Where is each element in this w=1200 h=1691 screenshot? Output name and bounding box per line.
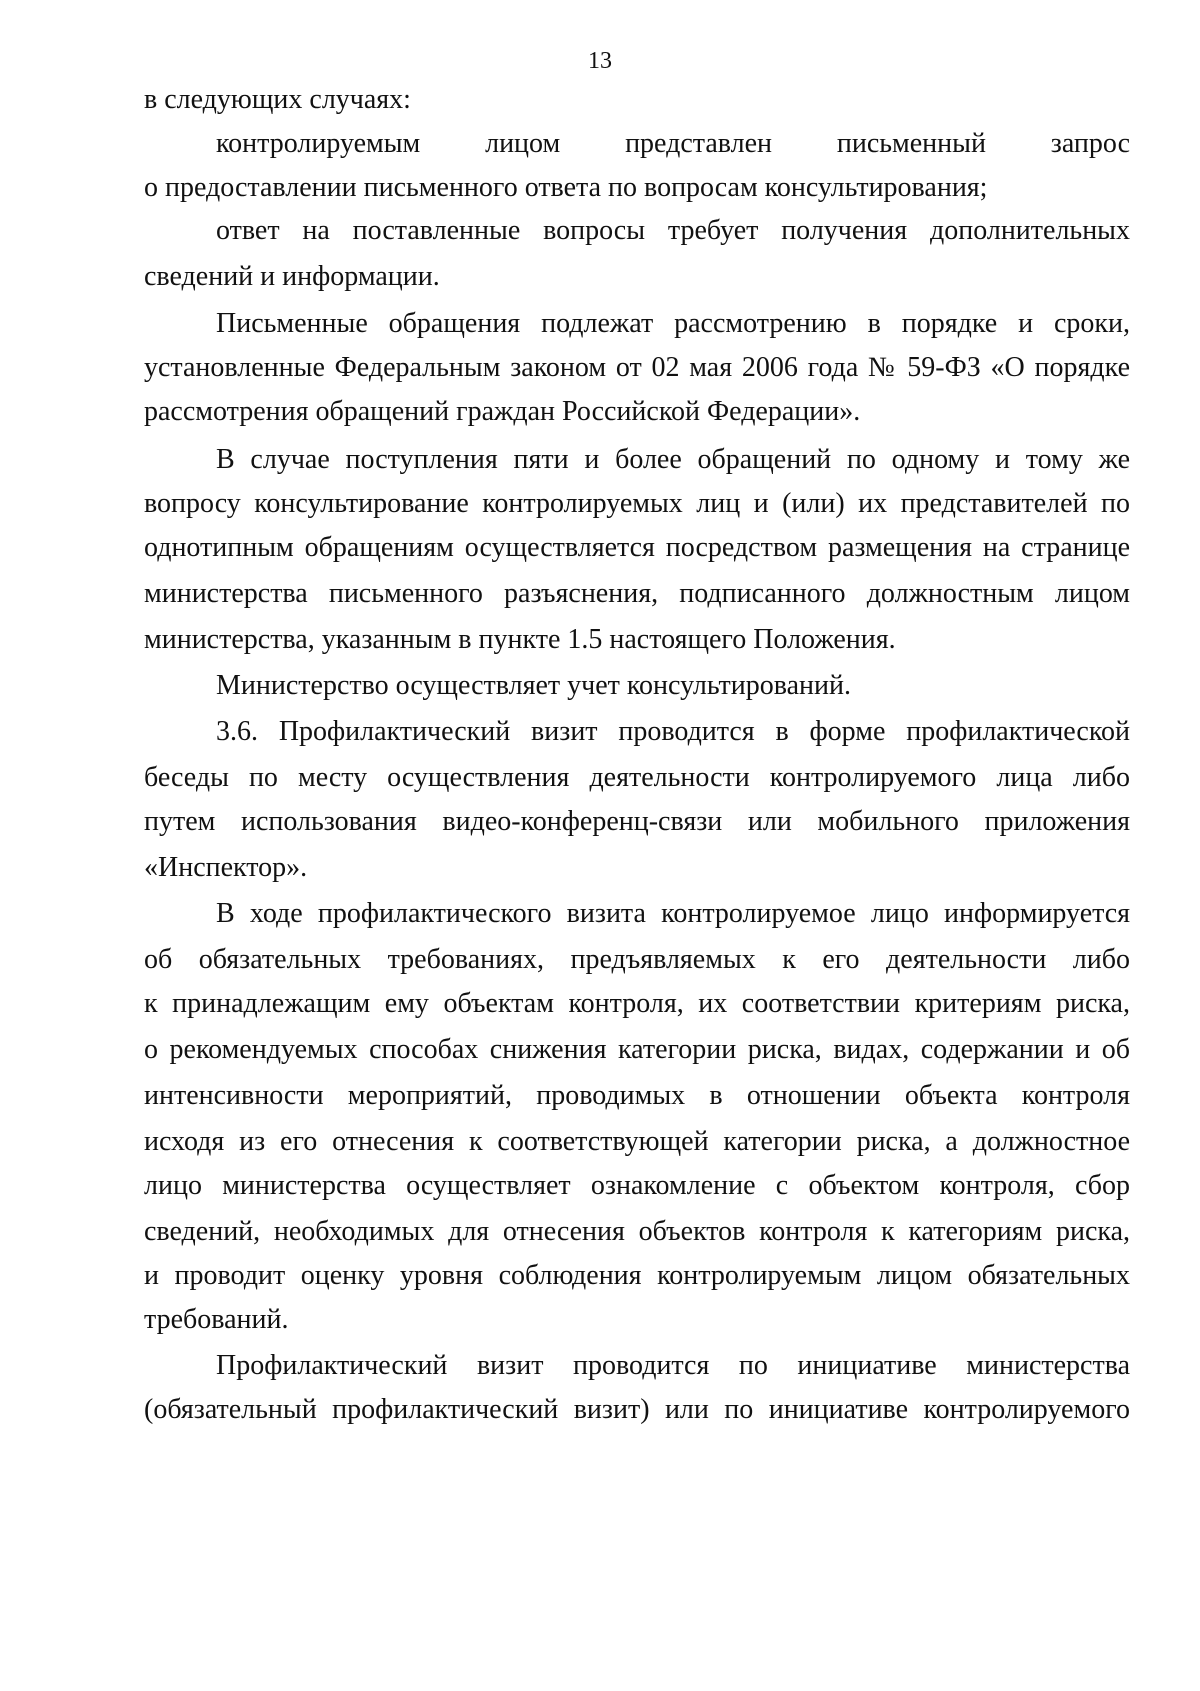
text-line: контролируемым лицом представлен письменный запрос bbox=[216, 128, 1130, 159]
text-line: министерства, указанным в пункте 1.5 настоящего Положения. bbox=[144, 624, 896, 655]
page-number: 13 bbox=[588, 48, 612, 74]
text-line: Министерство осуществляет учет консультирований. bbox=[216, 670, 851, 701]
text-line: исходя из его отнесения к соответствующей категории риска, а должностное bbox=[144, 1126, 1130, 1157]
text-line: и проводит оценку уровня соблюдения контролируемым лицом обязательных bbox=[144, 1260, 1130, 1291]
text-line: к принадлежащим ему объектам контроля, их соответствии критериям риска, bbox=[144, 988, 1130, 1019]
text-line: лицо министерства осуществляет ознакомление с объектом контроля, сбор bbox=[144, 1170, 1130, 1201]
text-line: однотипным обращениям осуществляется посредством размещения на странице bbox=[144, 532, 1130, 563]
text-line: 3.6. Профилактический визит проводится в форме профилактической bbox=[216, 716, 1130, 747]
text-line: о рекомендуемых способах снижения категории риска, видах, содержании и об bbox=[144, 1034, 1130, 1065]
text-line: требований. bbox=[144, 1304, 289, 1335]
text-line: установленные Федеральным законом от 02 мая 2006 года № 59-ФЗ «О порядке bbox=[144, 352, 1130, 383]
text-line: ответ на поставленные вопросы требует получения дополнительных bbox=[216, 215, 1130, 246]
text-line: беседы по месту осуществления деятельности контролируемого лица либо bbox=[144, 762, 1130, 793]
text-line: сведений, необходимых для отнесения объектов контроля к категориям риска, bbox=[144, 1216, 1130, 1247]
text-line: (обязательный профилактический визит) или по инициативе контролируемого bbox=[144, 1394, 1130, 1425]
text-line: «Инспектор». bbox=[144, 852, 308, 883]
text-line: Профилактический визит проводится по инициативе министерства bbox=[216, 1350, 1130, 1381]
text-line: вопросу консультирование контролируемых лиц и (или) их представителей по bbox=[144, 488, 1130, 519]
text-line: В ходе профилактического визита контролируемое лицо информируется bbox=[216, 898, 1130, 929]
text-line: сведений и информации. bbox=[144, 261, 440, 292]
text-line: министерства письменного разъяснения, подписанного должностным лицом bbox=[144, 578, 1130, 609]
text-line: интенсивности мероприятий, проводимых в отношении объекта контроля bbox=[144, 1080, 1130, 1111]
text-line: о предоставлении письменного ответа по вопросам консультирования; bbox=[144, 172, 988, 203]
text-line: в следующих случаях: bbox=[144, 84, 411, 115]
text-line: В случае поступления пяти и более обращений по одному и тому же bbox=[216, 444, 1130, 475]
text-line: рассмотрения обращений граждан Российской Федерации». bbox=[144, 396, 861, 427]
text-line: путем использования видео-конференц-связи или мобильного приложения bbox=[144, 806, 1130, 837]
text-line: об обязательных требованиях, предъявляемых к его деятельности либо bbox=[144, 944, 1130, 975]
text-line: Письменные обращения подлежат рассмотрению в порядке и сроки, bbox=[216, 308, 1130, 339]
